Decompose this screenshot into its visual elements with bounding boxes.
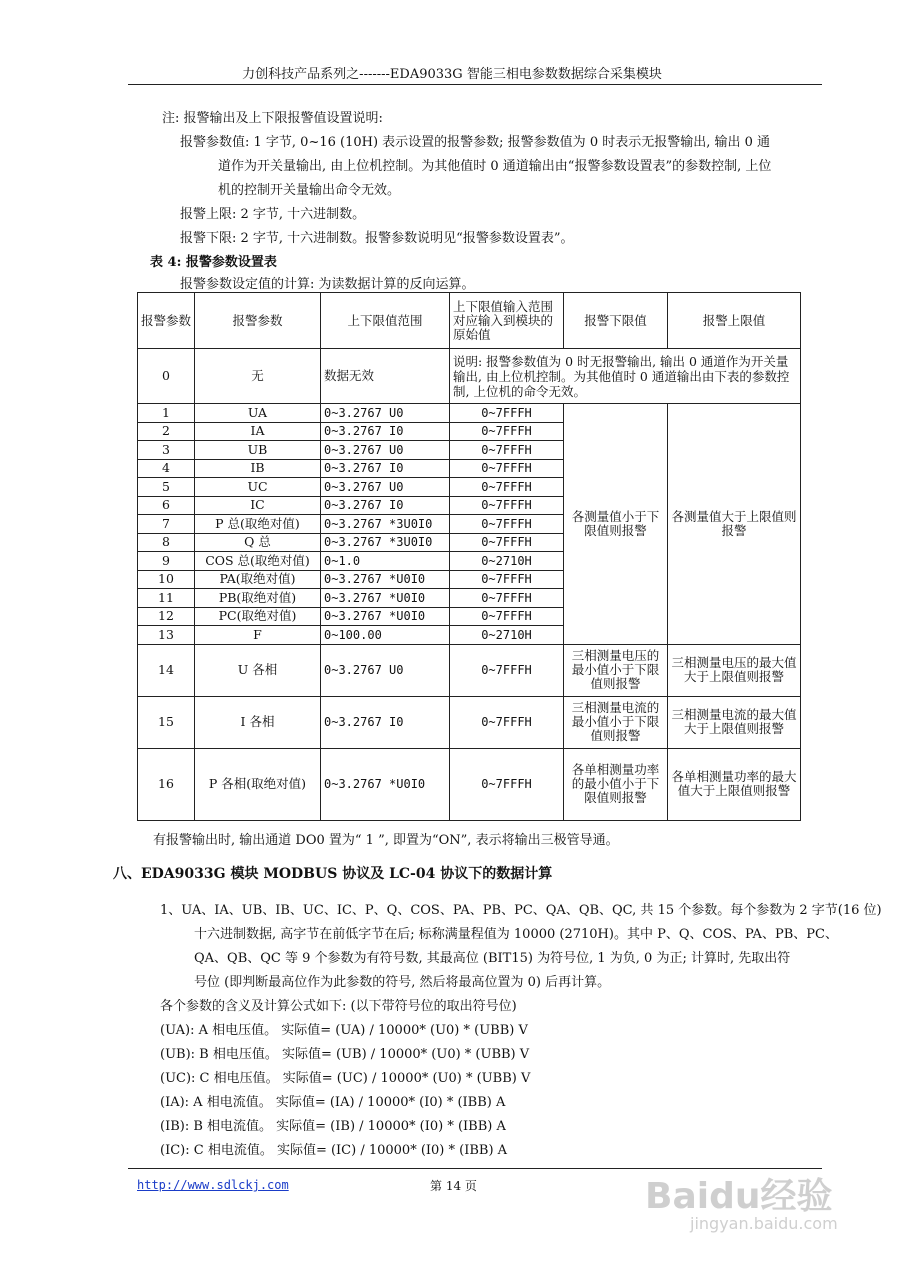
section-8-p3: QA、QB、QC 等 9 个参数为有符号数, 其最高位 (BIT15) 为符号位, 1 为负, 0 为正; 计算时, 先取出符 bbox=[194, 951, 791, 966]
row10-num: 10 bbox=[138, 570, 195, 589]
row3-raw: 0~7FFFH bbox=[450, 441, 564, 460]
footer-link-text[interactable]: http://www.sdlckj.com bbox=[137, 1178, 289, 1192]
formula-line: (UB): B 相电压值。 实际值= (UB) / 10000* (U0) * (UBB) V bbox=[160, 1047, 530, 1062]
row15-name: I 各相 bbox=[195, 696, 321, 748]
row11-num: 11 bbox=[138, 589, 195, 608]
table-intro: 报警参数设定值的计算: 为读数据计算的反向运算。 bbox=[180, 277, 475, 292]
alarm-parameter-table bbox=[137, 292, 801, 821]
row6-range: 0~3.2767 I0 bbox=[321, 496, 450, 515]
row7-num: 7 bbox=[138, 515, 195, 534]
row16-num: 16 bbox=[138, 748, 195, 820]
row0-num: 0 bbox=[138, 349, 195, 404]
row1-num: 1 bbox=[138, 404, 195, 423]
row0-name: 无 bbox=[195, 349, 321, 404]
row2-name: IA bbox=[195, 422, 321, 441]
row14-range: 0~3.2767 U0 bbox=[321, 644, 450, 696]
row8-range: 0~3.2767 *3U0I0 bbox=[321, 533, 450, 552]
row3-name: UB bbox=[195, 441, 321, 460]
table-title: 表 4: 报警参数设置表 bbox=[150, 255, 277, 270]
table-row bbox=[138, 696, 801, 748]
note-upper: 报警上限: 2 字节, 十六进制数。 bbox=[180, 207, 366, 222]
row2-range: 0~3.2767 I0 bbox=[321, 422, 450, 441]
section-8-p5: 各个参数的含义及计算公式如下: (以下带符号位的取出符号位) bbox=[160, 999, 517, 1014]
section-8-p2: 十六进制数据, 高字节在前低字节在后; 标称满量程值为 10000 (2710H)。其中 P、Q、COS、PA、PB、PC、 bbox=[194, 927, 838, 942]
row14-high: 三相测量电压的最大值大于上限值则报警 bbox=[668, 644, 801, 696]
row4-range: 0~3.2767 I0 bbox=[321, 459, 450, 478]
row6-num: 6 bbox=[138, 496, 195, 515]
row13-range: 0~100.00 bbox=[321, 626, 450, 645]
formula-line: (UA): A 相电压值。 实际值= (UA) / 10000* (U0) * (UBB) V bbox=[160, 1023, 528, 1038]
row8-num: 8 bbox=[138, 533, 195, 552]
table-row bbox=[138, 349, 801, 404]
section-8-title: 八、EDA9033G 模块 MODBUS 协议及 LC-04 协议下的数据计算 bbox=[113, 866, 553, 882]
row15-num: 15 bbox=[138, 696, 195, 748]
row4-num: 4 bbox=[138, 459, 195, 478]
row0-note: 说明: 报警参数值为 0 时无报警输出, 输出 0 通道作为开关量输出, 由上位机控制。为其他值时 0 通道输出由下表的参数控制, 上位机的命令无效。 bbox=[450, 349, 801, 404]
row16-low: 各单相测量功率的最小值小于下限值则报警 bbox=[564, 748, 668, 820]
baidu-watermark-url: jingyan.baidu.com bbox=[690, 1214, 838, 1233]
row1-raw: 0~7FFFH bbox=[450, 404, 564, 423]
footer-website-link[interactable] bbox=[137, 1178, 289, 1193]
row1-name: UA bbox=[195, 404, 321, 423]
row12-name: PC(取绝对值) bbox=[195, 607, 321, 626]
row1-range: 0~3.2767 U0 bbox=[321, 404, 450, 423]
row16-raw: 0~7FFFH bbox=[450, 748, 564, 820]
row0-range: 数据无效 bbox=[321, 349, 450, 404]
merged-high-cell: 各测量值大于上限值则报警 bbox=[668, 404, 801, 645]
row14-num: 14 bbox=[138, 644, 195, 696]
row13-num: 13 bbox=[138, 626, 195, 645]
row15-raw: 0~7FFFH bbox=[450, 696, 564, 748]
header-range: 上下限值范围 bbox=[321, 293, 450, 349]
row14-raw: 0~7FFFH bbox=[450, 644, 564, 696]
header-name: 报警参数 bbox=[195, 293, 321, 349]
note-param-line1: 报警参数值: 1 字节, 0~16 (10H) 表示设置的报警参数; 报警参数值为 0 时表示无报警输出, 输出 0 通 bbox=[180, 135, 771, 150]
row7-range: 0~3.2767 *3U0I0 bbox=[321, 515, 450, 534]
row7-raw: 0~7FFFH bbox=[450, 515, 564, 534]
row14-name: U 各相 bbox=[195, 644, 321, 696]
row14-low: 三相测量电压的最小值小于下限值则报警 bbox=[564, 644, 668, 696]
row4-raw: 0~7FFFH bbox=[450, 459, 564, 478]
row15-low: 三相测量电流的最小值小于下限值则报警 bbox=[564, 696, 668, 748]
row2-num: 2 bbox=[138, 422, 195, 441]
row8-name: Q 总 bbox=[195, 533, 321, 552]
header-raw: 上下限值输入范围对应输入到模块的原始值 bbox=[450, 293, 564, 349]
row15-range: 0~3.2767 I0 bbox=[321, 696, 450, 748]
note-lower: 报警下限: 2 字节, 十六进制数。报警参数说明见“报警参数设置表”。 bbox=[180, 231, 574, 246]
page-header-title: 力创科技产品系列之-------EDA9033G 智能三相电参数数据综合采集模块 bbox=[242, 67, 662, 82]
merged-low-cell: 各测量值小于下限值则报警 bbox=[564, 404, 668, 645]
note-param-line2: 道作为开关量输出, 由上位机控制。为其他值时 0 通道输出由“报警参数设置表”的参数控制, 上位 bbox=[218, 159, 772, 174]
header-rule bbox=[128, 84, 822, 85]
row10-name: PA(取绝对值) bbox=[195, 570, 321, 589]
row12-num: 12 bbox=[138, 607, 195, 626]
row6-raw: 0~7FFFH bbox=[450, 496, 564, 515]
row16-name: P 各相(取绝对值) bbox=[195, 748, 321, 820]
row5-raw: 0~7FFFH bbox=[450, 478, 564, 497]
row12-raw: 0~7FFFH bbox=[450, 607, 564, 626]
formula-line: (IB): B 相电流值。 实际值= (IB) / 10000* (I0) * (IBB) A bbox=[160, 1119, 506, 1134]
row11-raw: 0~7FFFH bbox=[450, 589, 564, 608]
row5-name: UC bbox=[195, 478, 321, 497]
formula-line: (UC): C 相电压值。 实际值= (UC) / 10000* (U0) * (UBB) V bbox=[160, 1071, 531, 1086]
row11-name: PB(取绝对值) bbox=[195, 589, 321, 608]
row8-raw: 0~7FFFH bbox=[450, 533, 564, 552]
row15-high: 三相测量电流的最大值大于上限值则报警 bbox=[668, 696, 801, 748]
row9-name: COS 总(取绝对值) bbox=[195, 552, 321, 571]
row2-raw: 0~7FFFH bbox=[450, 422, 564, 441]
row7-name: P 总(取绝对值) bbox=[195, 515, 321, 534]
formula-line: (IC): C 相电流值。 实际值= (IC) / 10000* (I0) * (IBB) A bbox=[160, 1143, 508, 1158]
table-row bbox=[138, 748, 801, 820]
header-low: 报警下限值 bbox=[564, 293, 668, 349]
row5-range: 0~3.2767 U0 bbox=[321, 478, 450, 497]
footer-page-number: 第 14 页 bbox=[430, 1179, 477, 1193]
row10-range: 0~3.2767 *U0I0 bbox=[321, 570, 450, 589]
formula-line: (IA): A 相电流值。 实际值= (IA) / 10000* (I0) * (IBB) A bbox=[160, 1095, 506, 1110]
row3-num: 3 bbox=[138, 441, 195, 460]
row9-num: 9 bbox=[138, 552, 195, 571]
baidu-watermark-logo: Baidu经验 bbox=[645, 1176, 833, 1217]
after-table-note: 有报警输出时, 输出通道 DO0 置为“ 1 ”, 即置为“ON”, 表示将输出三极管导通。 bbox=[153, 833, 619, 848]
table-row bbox=[138, 404, 801, 423]
row16-range: 0~3.2767 *U0I0 bbox=[321, 748, 450, 820]
row5-num: 5 bbox=[138, 478, 195, 497]
row10-raw: 0~7FFFH bbox=[450, 570, 564, 589]
table-header-row bbox=[138, 293, 801, 349]
row12-range: 0~3.2767 *U0I0 bbox=[321, 607, 450, 626]
row9-raw: 0~2710H bbox=[450, 552, 564, 571]
table-row bbox=[138, 644, 801, 696]
row13-raw: 0~2710H bbox=[450, 626, 564, 645]
note-param-line3: 机的控制开关量输出命令无效。 bbox=[218, 183, 401, 198]
section-8-p4: 号位 (即判断最高位作为此参数的符号, 然后将最高位置为 0) 后再计算。 bbox=[194, 975, 611, 990]
row16-high: 各单相测量功率的最大值大于上限值则报警 bbox=[668, 748, 801, 820]
section-8-p1: 1、UA、IA、UB、IB、UC、IC、P、Q、COS、PA、PB、PC、QA、QB、QC, 共 15 个参数。每个参数为 2 字节(16 位) bbox=[160, 903, 882, 918]
row3-range: 0~3.2767 U0 bbox=[321, 441, 450, 460]
row6-name: IC bbox=[195, 496, 321, 515]
header-num: 报警参数 bbox=[138, 293, 195, 349]
row4-name: IB bbox=[195, 459, 321, 478]
note-intro: 注: 报警输出及上下限报警值设置说明: bbox=[162, 111, 383, 126]
row11-range: 0~3.2767 *U0I0 bbox=[321, 589, 450, 608]
row13-name: F bbox=[195, 626, 321, 645]
header-high: 报警上限值 bbox=[668, 293, 801, 349]
row9-range: 0~1.0 bbox=[321, 552, 450, 571]
